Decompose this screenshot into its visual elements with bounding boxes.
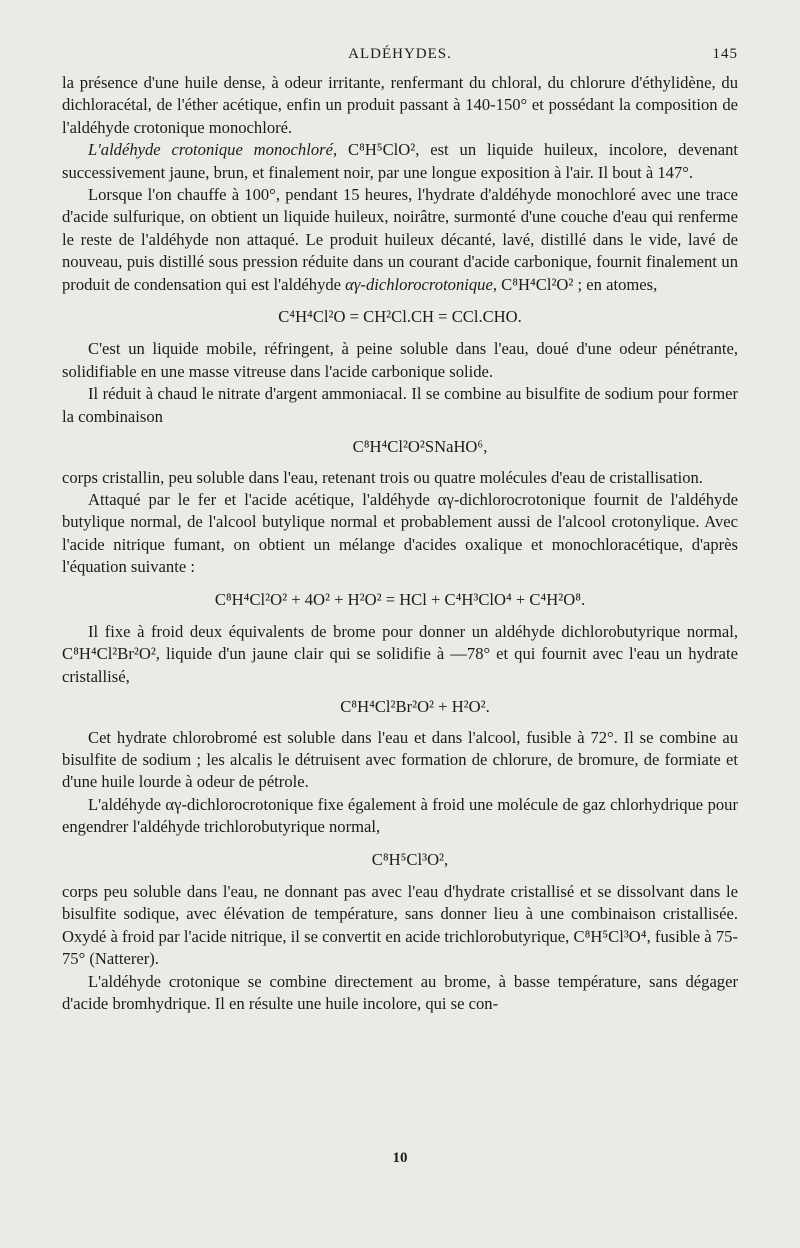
term-italic: αγ-dichlorocrotonique	[345, 274, 493, 294]
paragraph: corps peu soluble dans l'eau, ne donnant pas avec l'eau d'hydrate cristallisé et se dissolvant dans le bisulfite sodique, avec élévation de température, sans donner lieu à une combinaison cristallisée. Oxydé à froid par l'acide nitrique, il se convertit en acide trichlorobutyrique, C⁸H⁵Cl³O⁴, fusible à 75-75° (Natterer).	[62, 882, 738, 969]
paragraph: la présence d'une huile dense, à odeur irritante, renfermant du chloral, du chlorure d'éthylidène, du dichloracétal, de l'éther acétique, enfin un produit passant à 140-150° et possédant la composition de l'aldéhyde crotonique monochloré.	[62, 73, 738, 137]
paragraph	[62, 139, 738, 184]
chemical-formula: C⁴H⁴Cl²O = CH²Cl.CH = CCl.CHO.	[278, 307, 522, 327]
page-number: 145	[712, 46, 738, 62]
signature-mark: 10	[392, 1150, 408, 1166]
chemical-formula: C⁸H⁴Cl²O²SNaHO⁶,	[352, 437, 488, 457]
term-italic: L'aldéhyde crotonique monochloré	[88, 140, 333, 160]
chemical-formula: C⁸H⁵Cl³O²,	[371, 849, 449, 869]
body-text	[62, 72, 738, 1015]
paragraph: L'aldéhyde αγ-dichlorocrotonique fixe également à froid une molécule de gaz chlorhydrique pour engendrer l'aldéhyde trichlorobutyrique normal,	[62, 794, 738, 837]
paragraph: L'aldéhyde crotonique se combine directement au brome, à basse température, sans dégager d'acide bromhydrique. Il en résulte une huile incolore, qui se con-	[62, 971, 738, 1014]
paragraph-text: , C⁸H⁵ClO², est un liquide huileux, incolore, devenant successivement jaune, brun, et finalement noir, par une longue exposition à l'air. Il bout à 147°.	[62, 140, 738, 182]
paragraph-text: , C⁸H⁴Cl²O² ; en atomes,	[492, 274, 658, 294]
chemical-formula: C⁸H⁴Cl²Br²O² + H²O².	[340, 697, 490, 717]
chemical-equation: C⁸H⁴Cl²O² + 4O² + H²O² = HCl + C⁴H³ClO⁴ + C⁴H²O⁸.	[214, 589, 586, 609]
paragraph: Il fixe à froid deux équivalents de brome pour donner un aldéhyde dichlorobutyrique normal, C⁸H⁴Cl²Br²O², liquide d'un jaune clair qui se solidifie à —78° et qui fournit avec l'eau un hydrate cristallisé,	[62, 621, 738, 686]
paragraph: Il réduit à chaud le nitrate d'argent ammoniacal. Il se combine au bisulfite de sodium pour former la combinaison	[62, 384, 738, 426]
paragraph-text: Lorsque l'on chauffe à 100°, pendant 15 heures, l'hydrate d'aldéhyde monochloré avec une trace d'acide sulfurique, on obtient un liquide huileux, noirâtre, surmonté d'une couche d'eau qui renferme le reste de l'aldéhyde non attaqué. Le produit huileux décanté, lavé, distillé dans le vide, lavé de nouveau, puis distillé sous pression réduite dans un courant d'acide carbonique, fournit finalement un produit de condensation qui est l'aldéhyde	[62, 185, 738, 294]
paragraph: corps cristallin, peu soluble dans l'eau, retenant trois ou quatre molécules d'eau de cristallisation.	[62, 467, 703, 487]
paragraph: C'est un liquide mobile, réfringent, à peine soluble dans l'eau, doué d'une odeur pénétrante, solidifiable en une masse vitreuse dans l'acide carbonique solide.	[62, 339, 738, 381]
paragraph: Attaqué par le fer et l'acide acétique, l'aldéhyde αγ-dichlorocrotonique fournit de l'aldéhyde butylique normal, de l'alcool butylique normal et probablement aussi de l'alcool crotonylique. Avec l'acide nitrique fumant, on obtient un mélange d'acides oxalique et monochloracétique, d'après l'équation suivante :	[62, 489, 738, 577]
page-header	[62, 42, 738, 68]
running-title: ALDÉHYDES.	[348, 46, 452, 62]
paragraph: Cet hydrate chlorobromé est soluble dans l'eau et dans l'alcool, fusible à 72°. Il se combine au bisulfite de sodium ; les alcalis le détruisent avec formation de chlorure, de bromure, de formiate et d'une huile lourde à odeur de pétrole.	[62, 727, 738, 792]
paragraph	[62, 184, 738, 296]
